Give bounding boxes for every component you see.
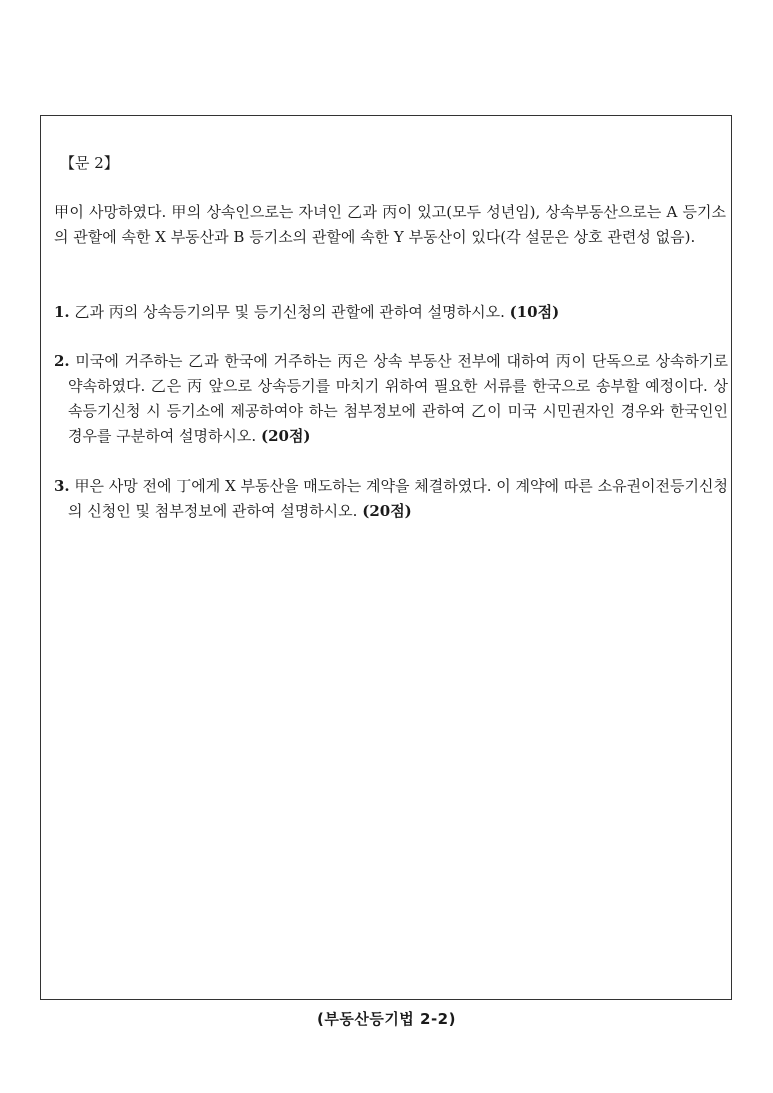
sub-question-2 <box>54 349 728 449</box>
sub-question-3 <box>54 474 728 524</box>
question-heading: 【문 2】 <box>60 154 119 172</box>
sub-question-points: (20점) <box>362 502 412 520</box>
sub-question-text: 乙과 丙의 상속등기의무 및 등기신청의 관할에 관하여 설명하시오. <box>74 303 505 321</box>
question-box <box>40 115 732 1000</box>
question-intro: 甲이 사망하였다. 甲의 상속인으로는 자녀인 乙과 丙이 있고(모두 성년임), 상속부동산으로는 A 등기소의 관할에 속한 X 부동산과 B 등기소의 관할에 속한 Y 부동산이 있다(각 설문은 상호 관련성 없음). <box>54 203 726 246</box>
sub-question-number: 1. <box>54 303 70 321</box>
sub-question-points: (20점) <box>260 427 311 445</box>
sub-question-text: 甲은 사망 전에 丁에게 X 부동산을 매도하는 계약을 체결하였다. 이 계약에 따른 소유권이전등기신청의 신청인 및 첨부정보에 관하여 설명하시오. <box>68 477 728 520</box>
sub-question-points: (10점) <box>509 303 560 321</box>
sub-question-1 <box>54 300 728 325</box>
sub-question-text: 미국에 거주하는 乙과 한국에 거주하는 丙은 상속 부동산 전부에 대하여 丙이 단독으로 상속하기로 약속하였다. 乙은 丙 앞으로 상속등기를 마치기 위하여 필요한 서류를 한국으로 송부할 예정이다. 상속등기신청 시 등기소에 제공하여야 하는 첨부정보에 관하여 乙이 미국 시민권자인 경우와 한국인인 경우를 구분하여 설명하시오. <box>68 352 728 445</box>
sub-question-number: 2. <box>54 352 70 370</box>
page-footer: (부동산등기법 2-2) <box>317 1010 456 1028</box>
sub-question-number: 3. <box>54 477 70 495</box>
